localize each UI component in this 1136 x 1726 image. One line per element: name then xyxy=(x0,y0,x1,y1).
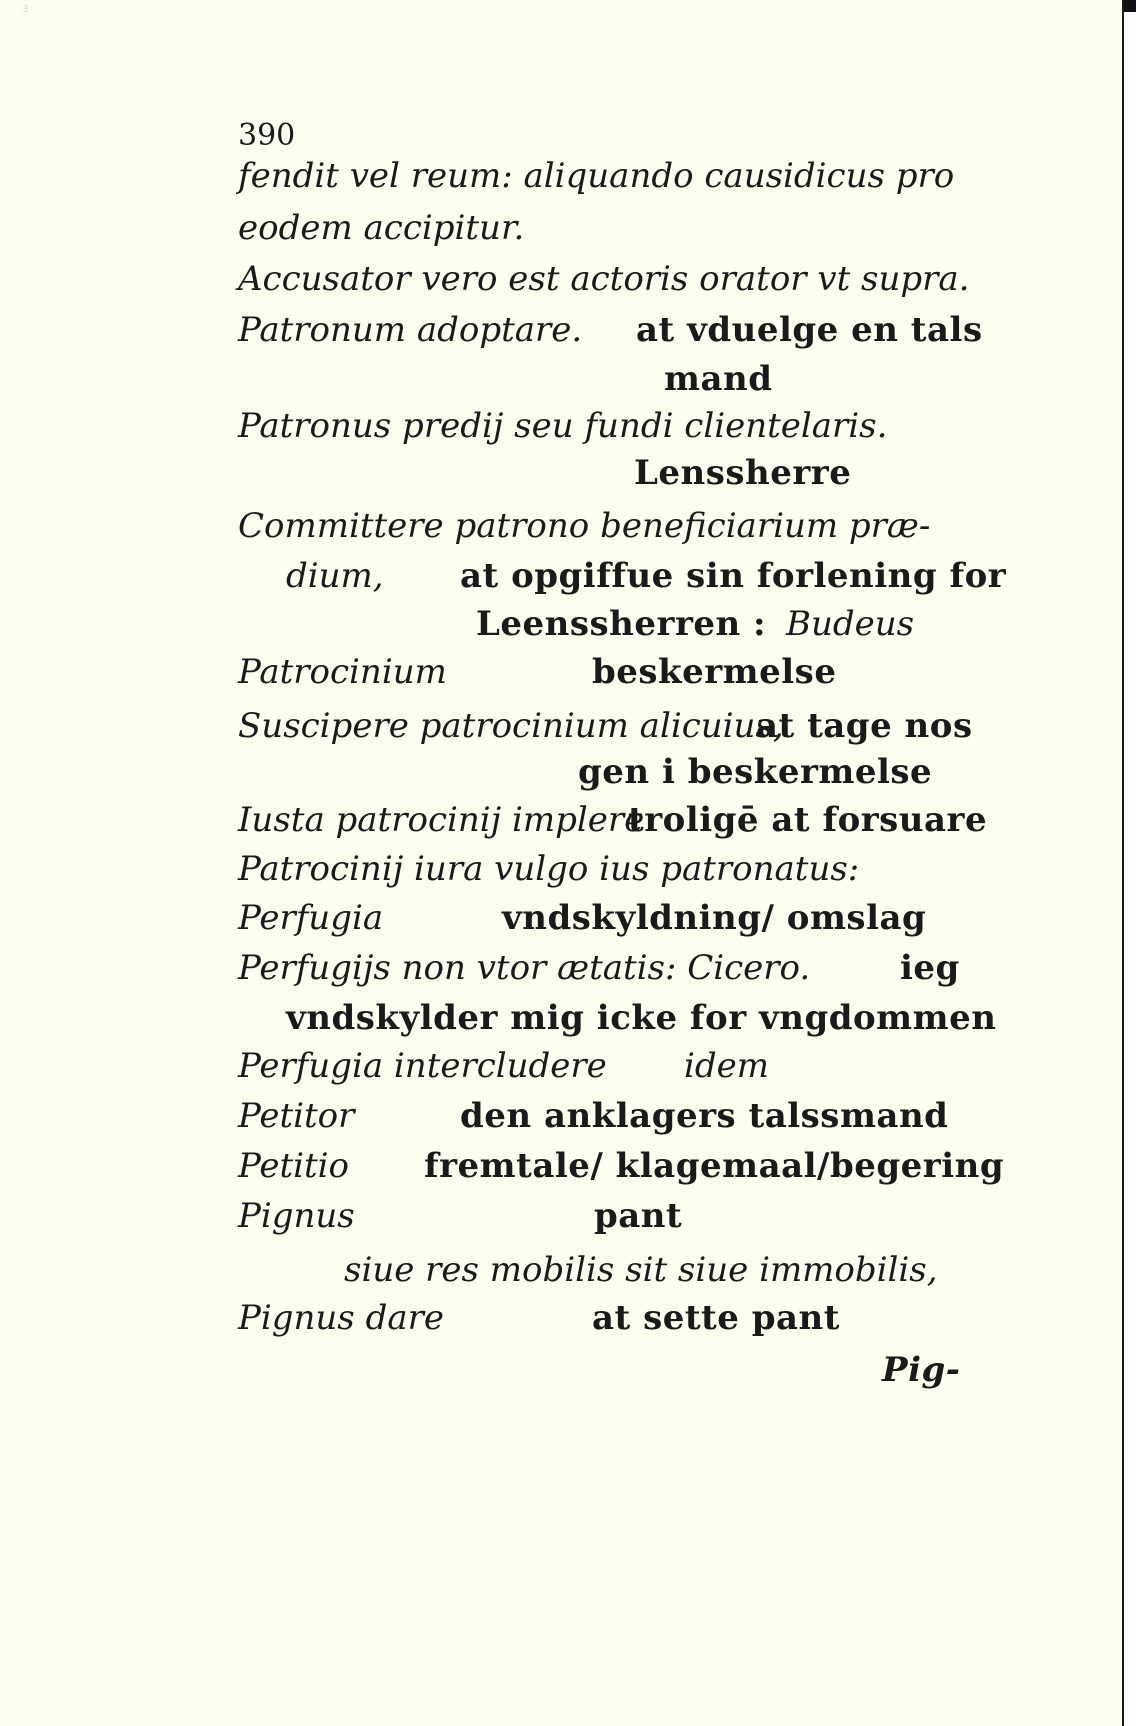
entry-term: Iusta patrocinij implere xyxy=(238,800,645,840)
entry-term: Pignus dare xyxy=(238,1298,444,1338)
entry-translation: at sette pant xyxy=(592,1298,840,1338)
corner-mark: 3 xyxy=(22,4,29,15)
citation: Budeus xyxy=(786,604,915,644)
entry-translation: vndskylder mig icke for vngdommen xyxy=(286,998,997,1038)
entry-term: Patronum adoptare. xyxy=(238,310,583,350)
entry-term: Patrocinium xyxy=(238,652,447,692)
entry-translation: mand xyxy=(664,359,773,399)
text-line: eodem accipitur. xyxy=(238,208,525,248)
entry-term: dium, xyxy=(286,556,384,596)
entry-translation: den anklagers talssmand xyxy=(460,1096,949,1136)
entry-translation: at tage nos xyxy=(756,706,973,746)
entry-term: Suscipere patrocinium alicuius, xyxy=(238,706,784,746)
entry-translation: troligē at forsuare xyxy=(628,800,988,840)
scan-edge xyxy=(1122,0,1136,1726)
entry-translation: ieg xyxy=(900,948,960,988)
entry-term: Committere patrono beneficiarium præ- xyxy=(238,506,931,546)
entry-translation: idem xyxy=(684,1046,769,1086)
entry-term: Perfugia intercludere xyxy=(238,1046,607,1086)
entry-term: Patronus predij seu fundi clientelaris. xyxy=(238,406,888,446)
entry-translation: at opgiffue sin forlening for xyxy=(460,556,1007,596)
scan-corner-tab xyxy=(1124,0,1136,12)
entry-translation: Leenssherren : xyxy=(476,604,767,644)
entry-term: Pignus xyxy=(238,1196,355,1236)
catchword: Pig- xyxy=(882,1350,961,1390)
entry-translation: pant xyxy=(594,1196,683,1236)
entry-translation: vndskyldning/ omslag xyxy=(502,898,927,938)
entry-term: Patrocinij iura vulgo ius patronatus: xyxy=(238,849,860,889)
entry-translation: at vduelge en tals xyxy=(636,310,983,350)
text-line: siue res mobilis sit siue immobilis, xyxy=(344,1250,938,1290)
entry-term: Perfugijs non vtor ætatis: Cicero. xyxy=(238,948,811,988)
entry-translation: beskermelse xyxy=(592,652,837,692)
page-number: 390 xyxy=(238,118,296,153)
entry-translation: Lenssherre xyxy=(634,453,852,493)
text-line: fendit vel reum: aliquando causidicus pro xyxy=(238,156,955,196)
entry-translation: gen i beskermelse xyxy=(578,752,933,792)
entry-translation: fremtale/ klagemaal/begering xyxy=(424,1146,1005,1186)
entry-term: Petitor xyxy=(238,1096,355,1136)
entry-term: Petitio xyxy=(238,1146,350,1186)
entry-term: Perfugia xyxy=(238,898,384,938)
text-line: Accusator vero est actoris orator vt supra. xyxy=(238,259,970,299)
